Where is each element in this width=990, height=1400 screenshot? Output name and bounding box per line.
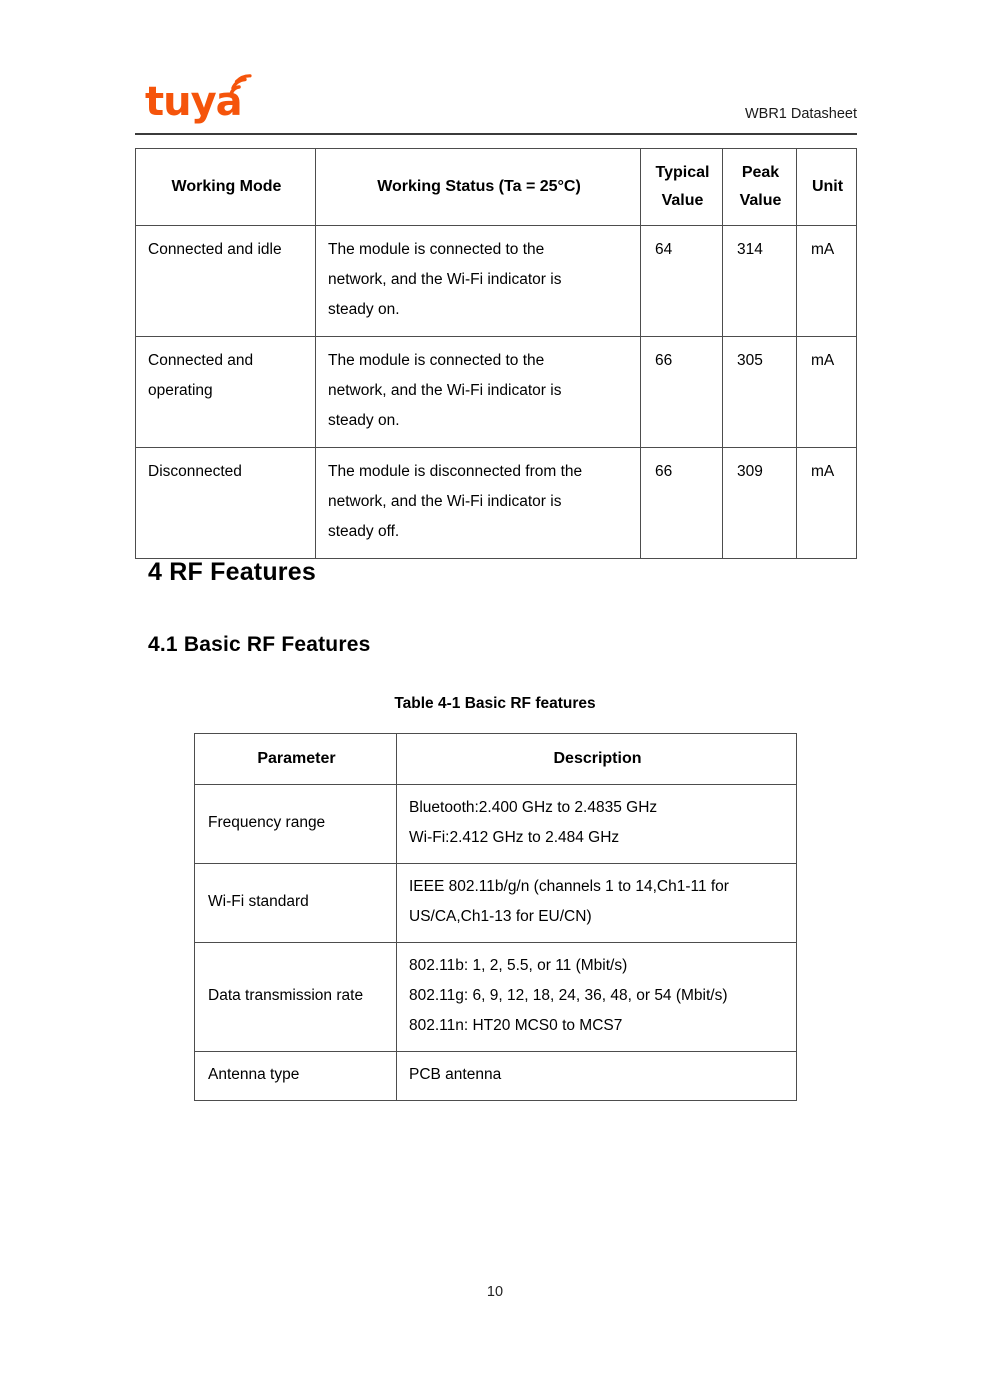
table-row xyxy=(195,1052,797,1101)
section-heading-basic-rf-features: 4.1 Basic RF Features xyxy=(148,633,371,656)
table-row xyxy=(195,943,797,1052)
cell-parameter: Frequency range xyxy=(195,785,397,864)
table-row xyxy=(136,448,857,559)
description-line: 802.11n: HT20 MCS0 to MCS7 xyxy=(409,1017,623,1034)
cell-peak-value: 314 xyxy=(723,226,797,337)
column-header-peak-line1: Peak xyxy=(741,164,780,181)
table-header-row xyxy=(136,149,857,226)
tuya-logo xyxy=(145,74,265,125)
cell-description xyxy=(397,864,797,943)
description-line: 802.11b: 1, 2, 5.5, or 11 (Mbit/s) xyxy=(409,957,628,974)
column-header-peak-line2: Value xyxy=(739,192,782,209)
status-line: network, and the Wi-Fi indicator is xyxy=(328,493,562,510)
cell-working-status xyxy=(316,226,641,337)
description-line: US/CA,Ch1-13 for EU/CN) xyxy=(409,908,592,925)
cell-peak-value: 309 xyxy=(723,448,797,559)
cell-working-status xyxy=(316,337,641,448)
page-header xyxy=(135,70,857,132)
cell-unit: mA xyxy=(797,226,857,337)
page-number: 10 xyxy=(486,1284,504,1300)
status-line: steady on. xyxy=(328,301,400,318)
power-consumption-table xyxy=(135,148,857,559)
cell-typical-value: 66 xyxy=(641,337,723,448)
cell-unit: mA xyxy=(797,337,857,448)
cell-parameter: Antenna type xyxy=(195,1052,397,1101)
cell-parameter: Data transmission rate xyxy=(195,943,397,1052)
column-header-working-mode: Working Mode xyxy=(136,149,316,226)
column-header-parameter: Parameter xyxy=(195,734,397,785)
column-header-typical-value xyxy=(641,149,723,226)
status-line: steady off. xyxy=(328,523,400,540)
column-header-typical-line1: Typical xyxy=(655,164,710,181)
cell-working-mode: Connected and idle xyxy=(136,226,316,337)
cell-description xyxy=(397,1052,797,1101)
table-row xyxy=(195,864,797,943)
tuya-signal-arc-icon xyxy=(227,74,257,100)
header-document-title: WBR1 Datasheet xyxy=(744,106,857,122)
cell-typical-value: 66 xyxy=(641,448,723,559)
basic-rf-features-table xyxy=(194,733,797,1101)
description-line: 802.11g: 6, 9, 12, 18, 24, 36, 48, or 54 (Mbit/s) xyxy=(409,987,728,1004)
cell-typical-value: 64 xyxy=(641,226,723,337)
cell-unit: mA xyxy=(797,448,857,559)
status-line: network, and the Wi-Fi indicator is xyxy=(328,382,562,399)
description-line: Bluetooth:2.400 GHz to 2.4835 GHz xyxy=(409,799,658,816)
column-header-unit: Unit xyxy=(797,149,857,226)
column-header-working-status: Working Status (Ta = 25°C) xyxy=(316,149,641,226)
description-line: PCB antenna xyxy=(409,1066,502,1083)
cell-working-mode: Disconnected xyxy=(136,448,316,559)
table-caption-4-1: Table 4-1 Basic RF features xyxy=(394,695,596,712)
description-line: IEEE 802.11b/g/n (channels 1 to 14,Ch1-11 for xyxy=(409,878,729,895)
status-line: The module is connected to the xyxy=(328,352,545,369)
status-line: network, and the Wi-Fi indicator is xyxy=(328,271,562,288)
cell-working-status xyxy=(316,448,641,559)
chapter-heading-rf-features: 4 RF Features xyxy=(148,558,316,586)
column-header-description: Description xyxy=(397,734,797,785)
cell-description xyxy=(397,785,797,864)
cell-working-mode: Connected and operating xyxy=(136,337,316,448)
tuya-logo-text: tuya xyxy=(145,79,242,125)
header-divider-rule xyxy=(135,133,857,135)
status-line: steady on. xyxy=(328,412,400,429)
table-row xyxy=(136,337,857,448)
description-line: Wi-Fi:2.412 GHz to 2.484 GHz xyxy=(409,829,620,846)
status-line: The module is disconnected from the xyxy=(328,463,583,480)
cell-description xyxy=(397,943,797,1052)
column-header-typical-line2: Value xyxy=(661,192,704,209)
cell-peak-value: 305 xyxy=(723,337,797,448)
table-row xyxy=(136,226,857,337)
cell-parameter: Wi-Fi standard xyxy=(195,864,397,943)
column-header-peak-value xyxy=(723,149,797,226)
status-line: The module is connected to the xyxy=(328,241,545,258)
table-row xyxy=(195,785,797,864)
table-header-row xyxy=(195,734,797,785)
